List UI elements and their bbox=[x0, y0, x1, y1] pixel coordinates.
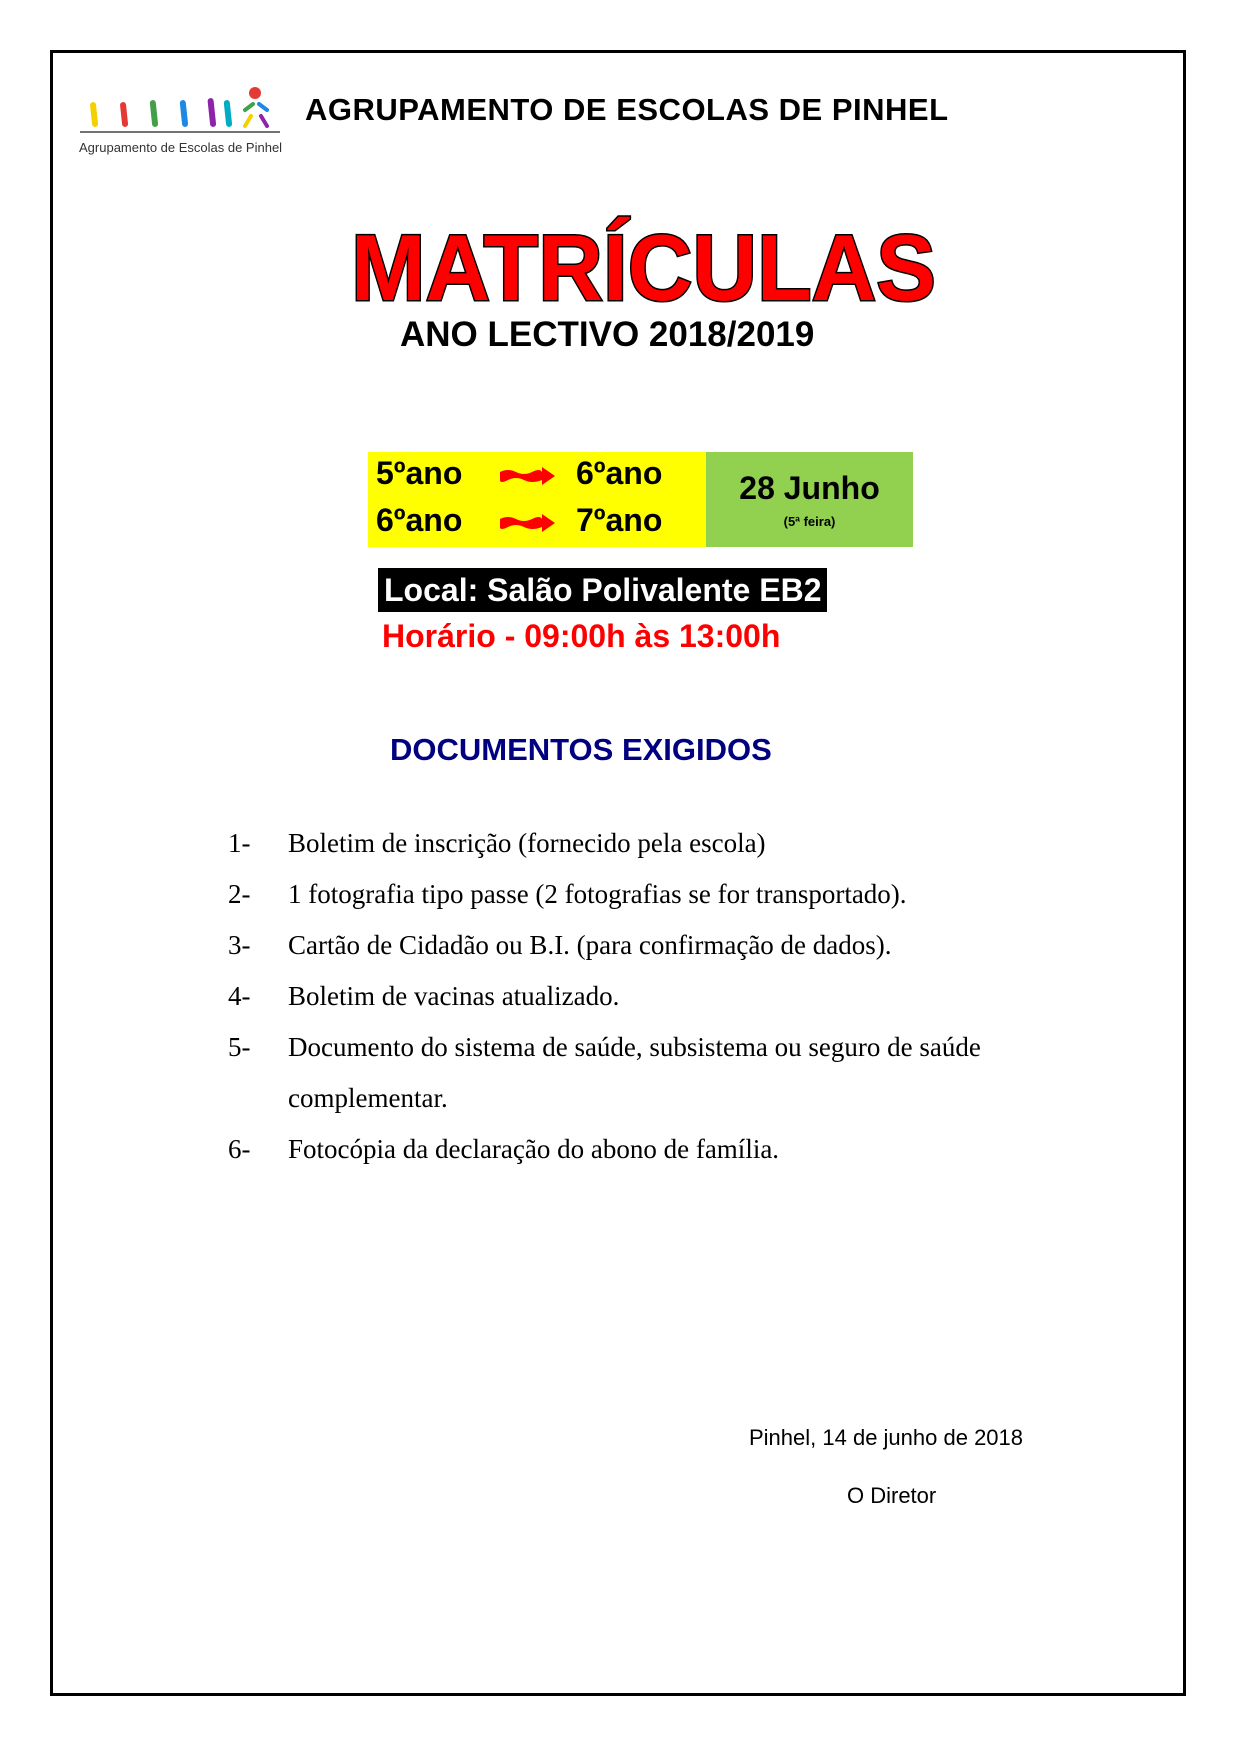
logo-caption: Agrupamento de Escolas de Pinhel bbox=[79, 140, 283, 155]
enrollment-date: 28 Junho bbox=[739, 470, 880, 506]
arrow-right-icon bbox=[498, 465, 556, 487]
grade-to: 7ºano bbox=[576, 502, 663, 538]
grade-transition-box bbox=[368, 452, 706, 547]
list-item-text: Cartão de Cidadão ou B.I. (para confirmação de dados). bbox=[288, 930, 892, 960]
grade-to: 6ºano bbox=[576, 455, 663, 491]
list-item bbox=[228, 818, 1108, 869]
list-item bbox=[228, 920, 1108, 971]
signature-label: O Diretor bbox=[847, 1483, 937, 1508]
list-item-number: 6- bbox=[228, 1134, 251, 1164]
school-year-subtitle: ANO LECTIVO 2018/2019 bbox=[400, 315, 815, 354]
list-item bbox=[228, 1022, 1108, 1124]
logo-icon bbox=[75, 82, 290, 142]
list-item-text: Documento do sistema de saúde, subsistema ou seguro de saúde complementar. bbox=[288, 1032, 981, 1113]
main-title bbox=[350, 200, 950, 320]
list-item bbox=[228, 1124, 1108, 1175]
documents-list bbox=[228, 818, 1108, 1175]
location-label: Local: Salão Polivalente EB2 bbox=[378, 568, 827, 612]
school-name: AGRUPAMENTO DE ESCOLAS DE PINHEL bbox=[305, 92, 949, 127]
list-item bbox=[228, 971, 1108, 1022]
grade-from: 5ºano bbox=[376, 455, 463, 491]
school-logo bbox=[75, 82, 290, 162]
list-item-text: Fotocópia da declaração do abono de família. bbox=[288, 1134, 780, 1164]
documents-heading: DOCUMENTOS EXIGIDOS bbox=[390, 732, 772, 767]
list-item-text: 1 fotografia tipo passe (2 fotografias se for transportado). bbox=[288, 879, 907, 909]
arrow-right-icon bbox=[498, 512, 556, 534]
enrollment-date-box bbox=[706, 452, 913, 547]
enrollment-weekday: (5ª feira) bbox=[783, 514, 836, 529]
schedule-label: Horário - 09:00h às 13:00h bbox=[382, 618, 781, 654]
list-item-number: 1- bbox=[228, 828, 251, 858]
list-item-text: Boletim de vacinas atualizado. bbox=[288, 981, 620, 1011]
grade-from: 6ºano bbox=[376, 502, 463, 538]
list-item-number: 2- bbox=[228, 879, 251, 909]
list-item bbox=[228, 869, 1108, 920]
list-item-text: Boletim de inscrição (fornecido pela escola) bbox=[288, 828, 766, 858]
main-title-text: MATRÍCULAS bbox=[351, 215, 936, 320]
list-item-number: 5- bbox=[228, 1032, 251, 1062]
list-item-number: 4- bbox=[228, 981, 251, 1011]
list-item-number: 3- bbox=[228, 930, 251, 960]
place-and-date: Pinhel, 14 de junho de 2018 bbox=[749, 1425, 1024, 1450]
